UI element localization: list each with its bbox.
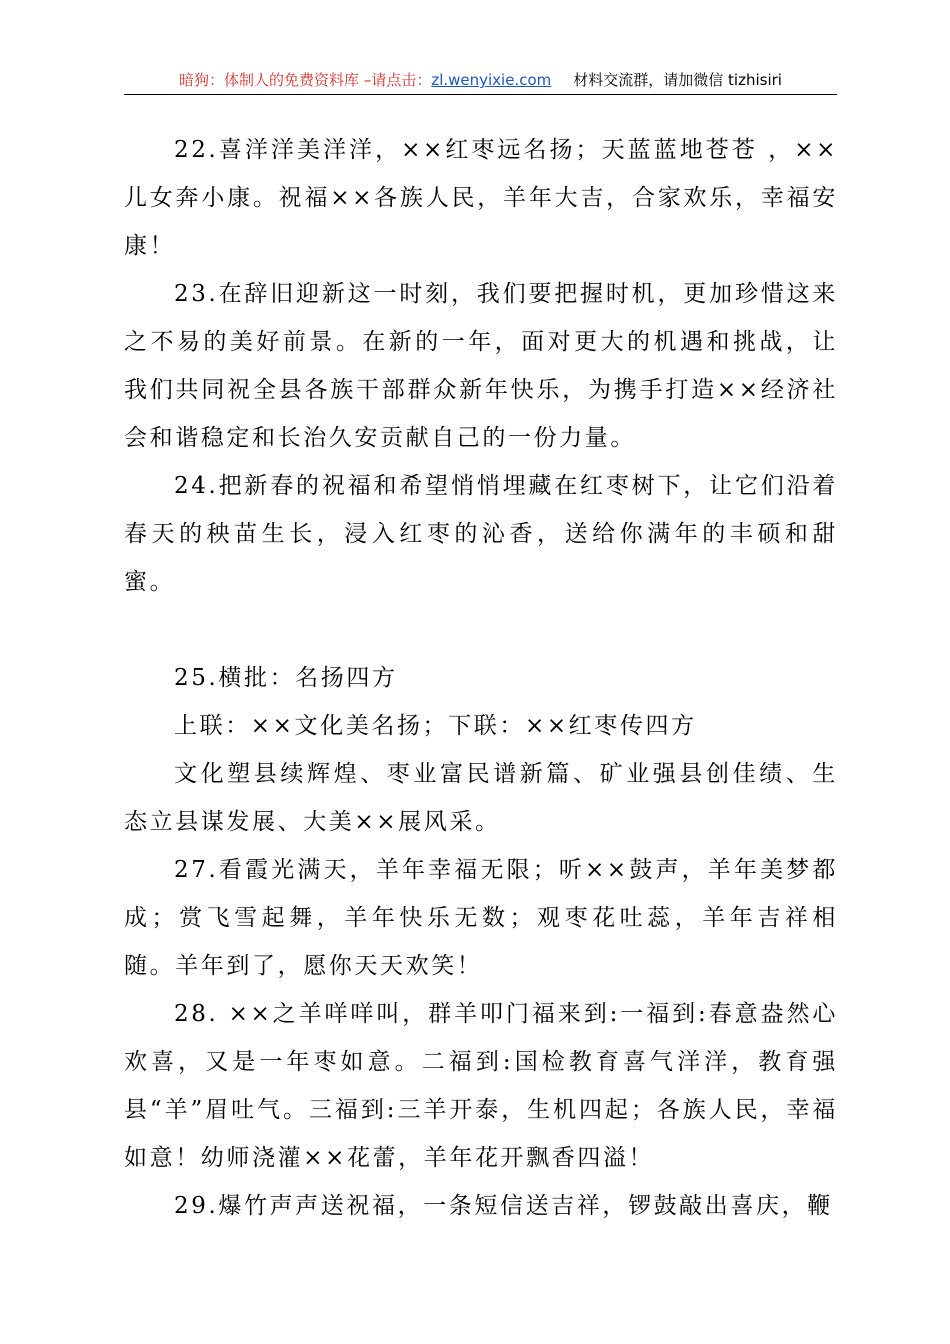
paragraph-couplet: 上联：××文化美名扬；下联：××红枣传四方 [174, 713, 697, 739]
paragraph-27: 27.看霞光满天，羊年幸福无限；听××鼓声，羊年美梦都成；赏飞雪起舞，羊年快乐无数；观枣花吐蕊，羊年吉祥相随。羊年到了，愿你天天欢笑！ [124, 857, 838, 979]
header-link[interactable]: zl.wenyixie.com [431, 71, 552, 89]
header-site-text: 暗狗：体制人的免费资料库 –请点击： [179, 71, 432, 89]
paragraph-23: 23.在辞旧迎新这一时刻，我们要把握时机，更加珍惜这来之不易的美好前景。在新的一年，面对更大的机遇和挑战，让我们共同祝全县各族干部群众新年快乐，为携手打造××经济社会和谐稳定和长治久安贡献自己的一份力量。 [124, 281, 838, 451]
paragraph-24: 24.把新春的祝福和希望悄悄埋藏在红枣树下，让它们沿着春天的秧苗生长，浸入红枣的沁香，送给你满年的丰硕和甜蜜。 [124, 473, 838, 595]
paragraph-28: 28. ××之羊咩咩叫，群羊叩门福来到:一福到:春意盎然心欢喜，又是一年枣如意。二福到:国检教育喜气洋洋，教育强县“羊”眉吐气。三福到:三羊开泰，生机四起；各族人民，幸福如意！幼师浇灌××花蕾，羊年花开飘香四溢！ [124, 1001, 838, 1171]
document-body [124, 126, 838, 1230]
page-header [124, 68, 837, 95]
paragraph-culture: 文化塑县续辉煌、枣业富民谱新篇、矿业强县创佳绩、生态立县谋发展、大美××展风采。 [124, 761, 838, 835]
paragraph-22: 22.喜洋洋美洋洋，××红枣远名扬；天蓝蓝地苍苍 ，××儿女奔小康。祝福××各族人民，羊年大吉，合家欢乐，幸福安康！ [124, 137, 838, 259]
paragraph-29: 29.爆竹声声送祝福，一条短信送吉祥，锣鼓敲出喜庆，鞭 [174, 1193, 833, 1219]
header-contact-text: 材料交流群，请加微信 tizhisiri [573, 71, 782, 89]
paragraph-25-title: 25.横批：名扬四方 [174, 665, 398, 691]
